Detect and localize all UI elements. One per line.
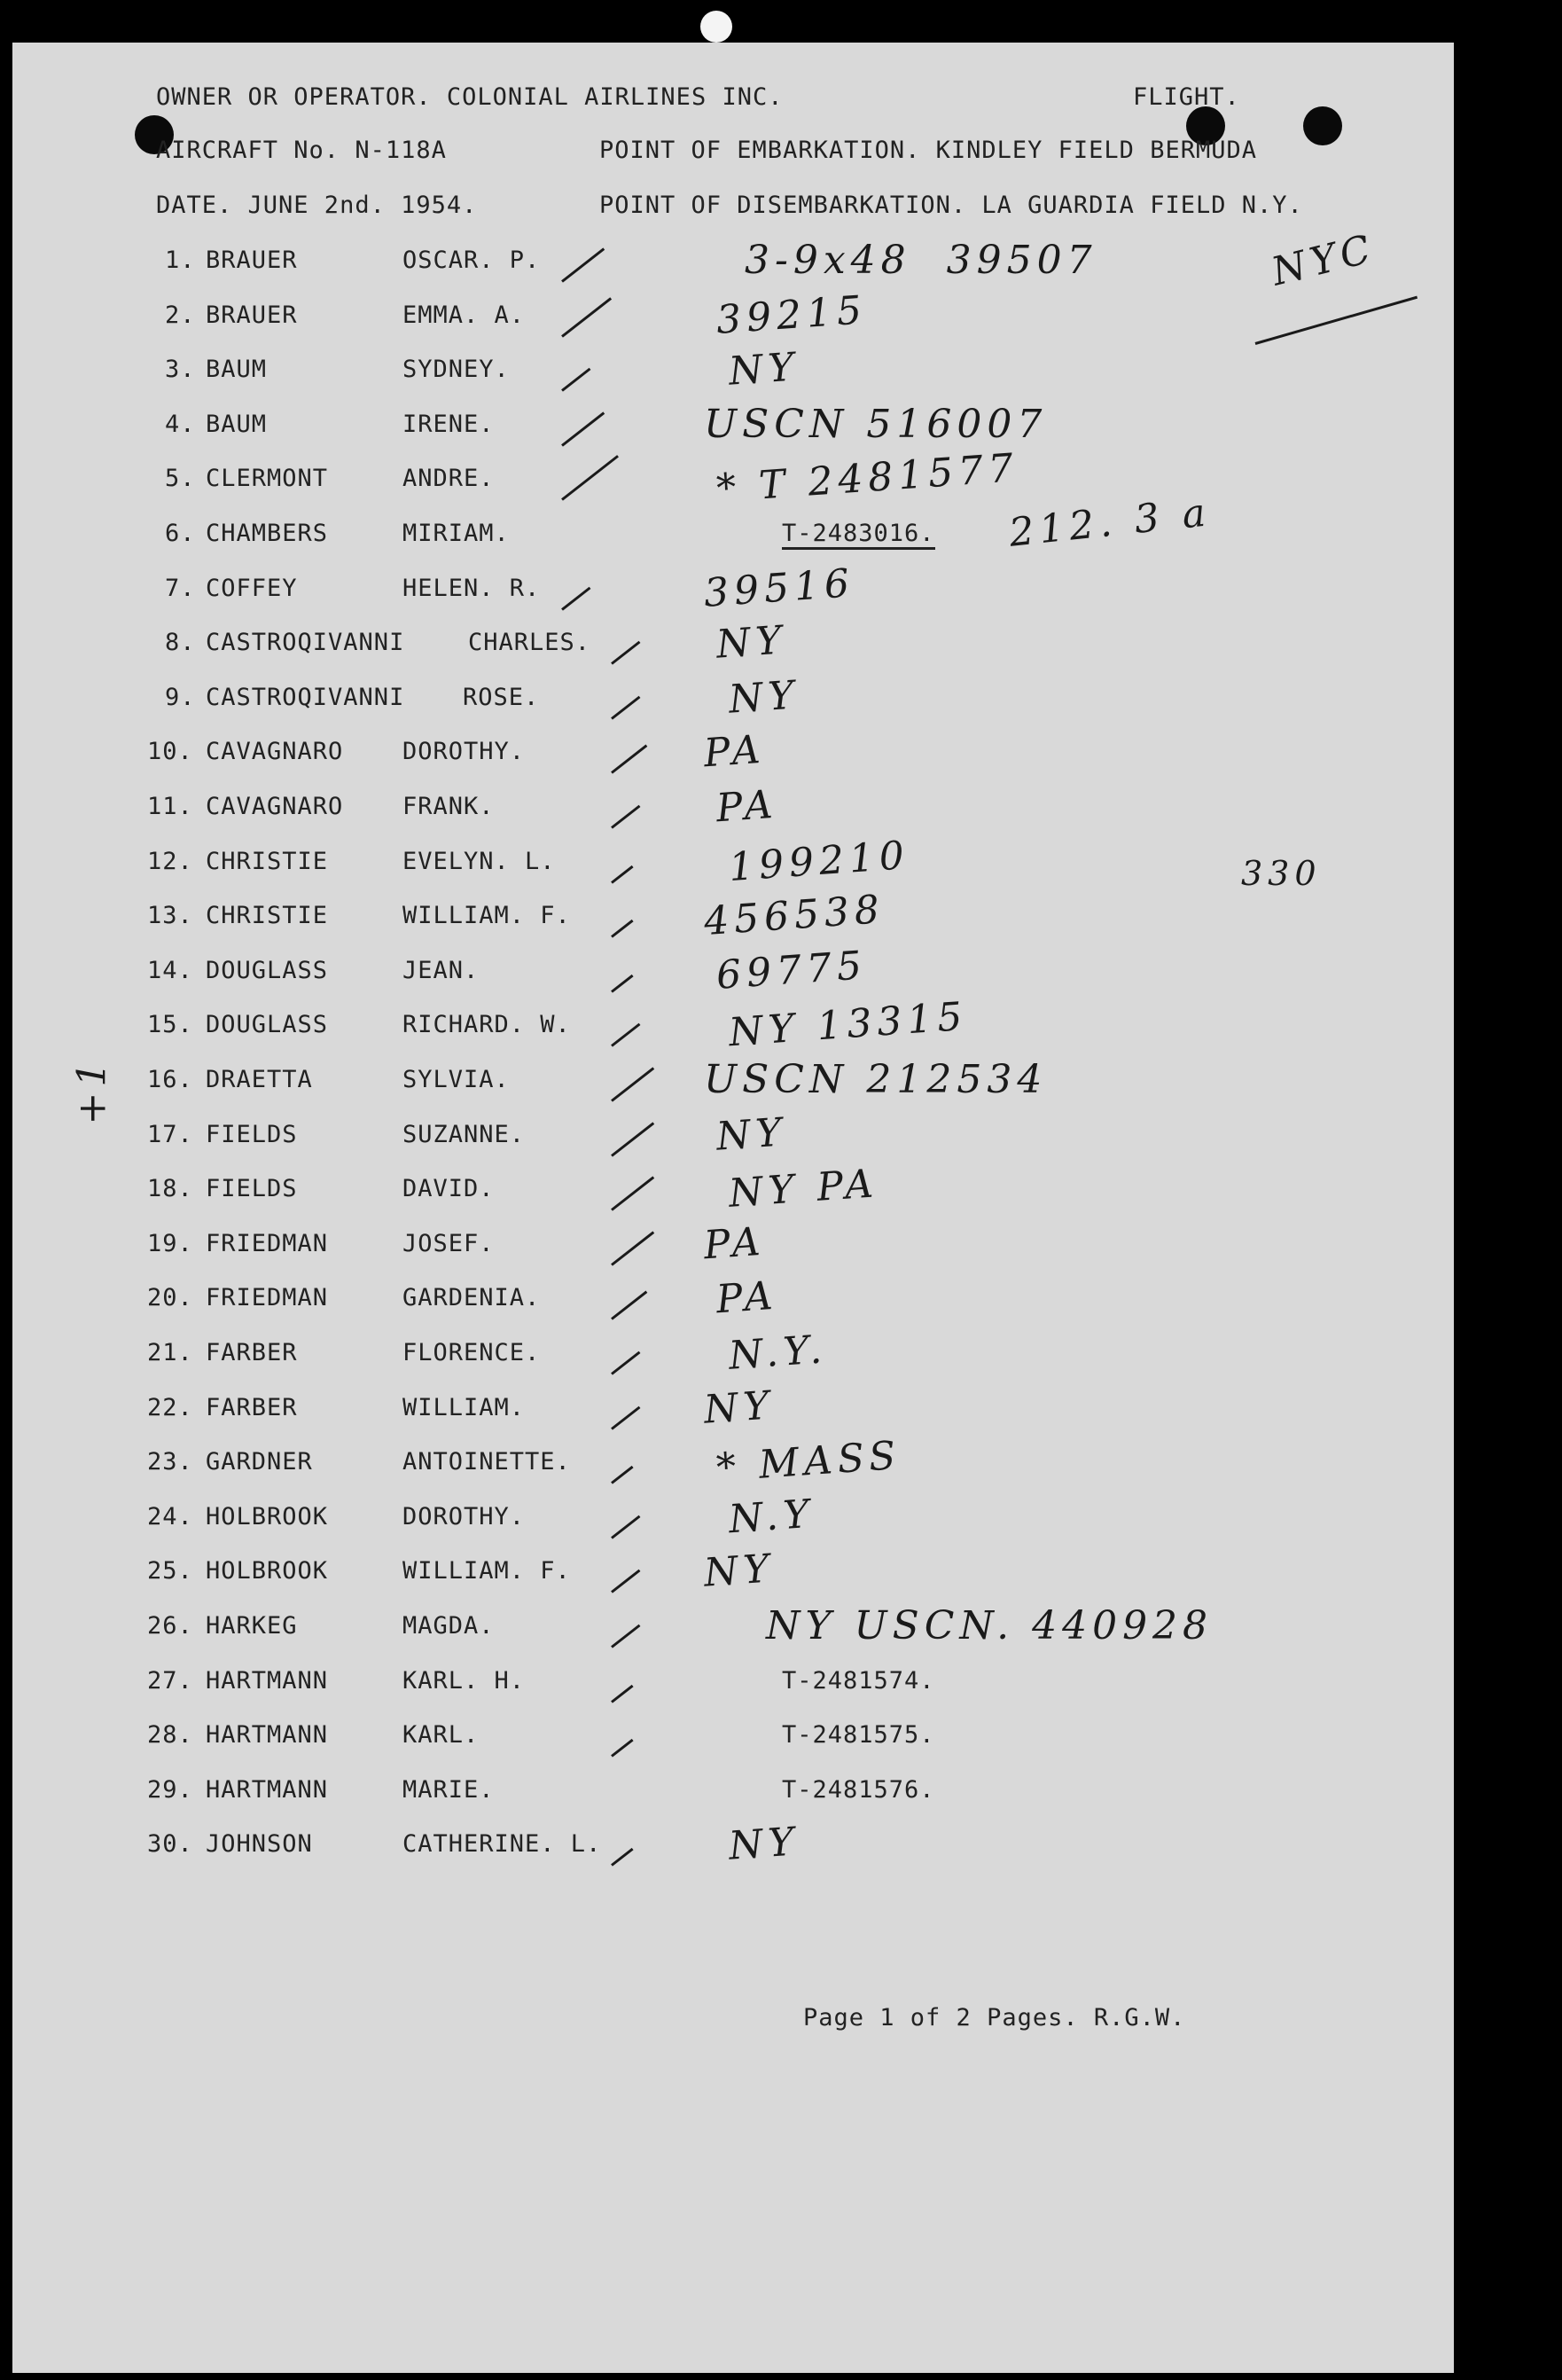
passenger-note: PA xyxy=(702,726,768,777)
passenger-number: 30. xyxy=(147,1830,193,1858)
passenger-surname: GARDNER xyxy=(206,1448,313,1476)
passenger-note: * T 2481577 xyxy=(715,445,1020,512)
passenger-note: T-2481574. xyxy=(782,1667,935,1695)
passenger-note: NY xyxy=(715,617,789,668)
passenger-number: 27. xyxy=(147,1667,193,1695)
passenger-number: 5. xyxy=(165,465,196,492)
check-mark xyxy=(611,1176,654,1210)
passenger-given-name: ANDRE. xyxy=(402,465,495,492)
passenger-note: NY PA xyxy=(727,1161,880,1217)
passenger-surname: BRAUER xyxy=(206,247,298,274)
passenger-number: 18. xyxy=(147,1175,193,1202)
passenger-number: 7. xyxy=(165,575,196,602)
passenger-given-name: WILLIAM. F. xyxy=(402,1557,571,1585)
passenger-number: 10. xyxy=(147,738,193,765)
passenger-number: 6. xyxy=(165,520,196,547)
passenger-surname: FARBER xyxy=(206,1339,298,1366)
passenger-note: 3-9x48 39507 xyxy=(745,238,1097,283)
owner-operator: OWNER OR OPERATOR. COLONIAL AIRLINES INC. xyxy=(156,83,784,111)
passenger-given-name: MAGDA. xyxy=(402,1612,495,1640)
passenger-number: 8. xyxy=(165,629,196,656)
passenger-number: 3. xyxy=(165,356,196,383)
passenger-number: 12. xyxy=(147,848,193,875)
passenger-surname: HARTMANN xyxy=(206,1776,329,1804)
passenger-given-name: FLORENCE. xyxy=(402,1339,541,1366)
passenger-given-name: DOROTHY. xyxy=(402,738,526,765)
passenger-note: 199210 xyxy=(727,832,911,891)
passenger-surname: FRIEDMAN xyxy=(206,1230,329,1257)
passenger-note: N.Y. xyxy=(727,1327,829,1379)
passenger-surname: DRAETTA xyxy=(206,1066,313,1093)
passenger-note: 39215 xyxy=(715,287,869,343)
passenger-given-name: FRANK. xyxy=(402,793,495,820)
passenger-given-name: JEAN. xyxy=(402,957,480,984)
passenger-note: NY xyxy=(702,1382,777,1433)
passenger-surname: HARTMANN xyxy=(206,1667,329,1695)
passenger-surname: BAUM xyxy=(206,411,268,438)
passenger-number: 29. xyxy=(147,1776,193,1804)
passenger-surname: CAVAGNARO xyxy=(206,738,344,765)
check-mark xyxy=(561,368,590,392)
check-mark xyxy=(611,696,640,720)
passenger-given-name: CATHERINE. L. xyxy=(402,1830,602,1858)
passenger-given-name: HELEN. R. xyxy=(402,575,541,602)
check-mark xyxy=(561,411,605,446)
passenger-given-name: DOROTHY. xyxy=(402,1503,526,1531)
check-mark xyxy=(561,247,605,282)
punch-hole-right-2 xyxy=(1303,106,1342,145)
passenger-surname: HARTMANN xyxy=(206,1721,329,1749)
passenger-note: NY 13315 xyxy=(727,993,969,1056)
passenger-note: N.Y xyxy=(727,1491,816,1543)
check-mark xyxy=(611,1739,633,1758)
check-mark xyxy=(611,1406,640,1430)
passenger-surname: CHRISTIE xyxy=(206,848,329,875)
check-mark xyxy=(561,297,612,337)
passenger-surname: BRAUER xyxy=(206,301,298,329)
passenger-number: 13. xyxy=(147,902,193,929)
flight-label: FLIGHT. xyxy=(1133,83,1240,111)
check-mark xyxy=(611,641,640,665)
margin-note-left: +1 xyxy=(69,1056,115,1125)
passenger-note: NY xyxy=(727,344,801,395)
check-mark xyxy=(611,1570,640,1593)
passenger-surname: HOLBROOK xyxy=(206,1503,329,1531)
passenger-number: 28. xyxy=(147,1721,193,1749)
passenger-surname: COFFEY xyxy=(206,575,298,602)
point-of-embarkation: POINT OF EMBARKATION. KINDLEY FIELD BERMUDA xyxy=(599,137,1257,164)
passenger-note: PA xyxy=(702,1218,768,1269)
passenger-number: 9. xyxy=(165,684,196,711)
passenger-number: 23. xyxy=(147,1448,193,1476)
passenger-number: 22. xyxy=(147,1394,193,1421)
punch-hole-top xyxy=(700,11,732,43)
passenger-note: NY xyxy=(702,1546,777,1596)
passenger-surname: BAUM xyxy=(206,356,268,383)
passenger-surname: CASTROQIVANNI xyxy=(206,629,405,656)
passenger-note: NY USCN. 440928 xyxy=(766,1603,1214,1648)
check-mark xyxy=(611,1067,654,1101)
passenger-note: USCN 516007 xyxy=(704,402,1048,447)
passenger-number: 26. xyxy=(147,1612,193,1640)
passenger-note: NY xyxy=(715,1109,789,1160)
passenger-number: 14. xyxy=(147,957,193,984)
passenger-given-name: EVELYN. L. xyxy=(402,848,556,875)
check-mark xyxy=(611,1231,654,1265)
passenger-note: PA xyxy=(715,781,780,832)
passenger-number: 16. xyxy=(147,1066,193,1093)
manifest-date: DATE. JUNE 2nd. 1954. xyxy=(156,192,478,219)
passenger-number: 11. xyxy=(147,793,193,820)
passenger-number: 17. xyxy=(147,1121,193,1148)
check-mark xyxy=(611,1685,633,1703)
passenger-given-name: OSCAR. P. xyxy=(402,247,541,274)
margin-note-top-right: NYC xyxy=(1267,225,1380,295)
passenger-given-name: ANTOINETTE. xyxy=(402,1448,571,1476)
passenger-given-name: IRENE. xyxy=(402,411,495,438)
passenger-surname: DOUGLASS xyxy=(206,957,329,984)
passenger-given-name: GARDENIA. xyxy=(402,1284,541,1311)
check-mark xyxy=(611,1466,633,1484)
passenger-surname: FRIEDMAN xyxy=(206,1284,329,1311)
passenger-surname: JOHNSON xyxy=(206,1830,313,1858)
check-mark xyxy=(611,1291,647,1320)
check-mark xyxy=(611,865,633,884)
check-mark xyxy=(611,745,647,774)
check-mark xyxy=(561,455,619,501)
passenger-given-name: MARIE. xyxy=(402,1776,495,1804)
passenger-number: 19. xyxy=(147,1230,193,1257)
passenger-given-name: EMMA. A. xyxy=(402,301,526,329)
check-mark xyxy=(611,1515,640,1539)
passenger-given-name: CHARLES. xyxy=(468,629,591,656)
passenger-number: 25. xyxy=(147,1557,193,1585)
passenger-surname: CHAMBERS xyxy=(206,520,329,547)
check-mark xyxy=(611,1122,654,1156)
passenger-note: NY xyxy=(727,672,801,723)
margin-stroke xyxy=(1255,296,1418,345)
point-of-disembarkation: POINT OF DISEMBARKATION. LA GUARDIA FIELD N.Y. xyxy=(599,192,1303,219)
passenger-given-name: KARL. xyxy=(402,1721,480,1749)
aircraft-number: AIRCRAFT No. N-118A xyxy=(156,137,447,164)
check-mark xyxy=(611,805,640,829)
passenger-given-name: DAVID. xyxy=(402,1175,495,1202)
passenger-number: 15. xyxy=(147,1011,193,1038)
document-page xyxy=(12,43,1454,2373)
passenger-given-name: RICHARD. W. xyxy=(402,1011,571,1038)
passenger-surname: CAVAGNARO xyxy=(206,793,344,820)
passenger-surname: CHRISTIE xyxy=(206,902,329,929)
passenger-number: 4. xyxy=(165,411,196,438)
passenger-given-name: MIRIAM. xyxy=(402,520,510,547)
passenger-number: 1. xyxy=(165,247,196,274)
passenger-surname: DOUGLASS xyxy=(206,1011,329,1038)
passenger-surname: FARBER xyxy=(206,1394,298,1421)
passenger-surname: HOLBROOK xyxy=(206,1557,329,1585)
passenger-note: T-2483016. xyxy=(782,521,935,550)
check-mark xyxy=(561,587,590,611)
passenger-given-name: SYLVIA. xyxy=(402,1066,510,1093)
passenger-number: 24. xyxy=(147,1503,193,1531)
passenger-given-name: SUZANNE. xyxy=(402,1121,526,1148)
passenger-note: * MASS xyxy=(715,1432,902,1491)
check-mark xyxy=(611,1625,640,1648)
check-mark xyxy=(611,920,633,938)
passenger-note: 39516 xyxy=(702,560,856,616)
passenger-surname: CASTROQIVANNI xyxy=(206,684,405,711)
passenger-given-name: KARL. H. xyxy=(402,1667,526,1695)
passenger-note: PA xyxy=(715,1272,780,1323)
passenger-given-name: WILLIAM. xyxy=(402,1394,526,1421)
passenger-given-name: SYDNEY. xyxy=(402,356,510,383)
passenger-surname: CLERMONT xyxy=(206,465,329,492)
passenger-number: 21. xyxy=(147,1339,193,1366)
passenger-surname: HARKEG xyxy=(206,1612,298,1640)
passenger-surname: FIELDS xyxy=(206,1121,298,1148)
passenger-note: 69775 xyxy=(715,943,869,998)
passenger-given-name: JOSEF. xyxy=(402,1230,495,1257)
passenger-given-name: WILLIAM. F. xyxy=(402,902,571,929)
margin-note-mid-right: 330 xyxy=(1241,854,1322,893)
check-mark xyxy=(611,975,633,993)
passenger-note: NY xyxy=(727,1819,801,1869)
check-mark xyxy=(611,1351,640,1375)
passenger-note: T-2481576. xyxy=(782,1776,935,1804)
passenger-note: 456538 xyxy=(702,886,886,945)
passenger-surname: FIELDS xyxy=(206,1175,298,1202)
passenger-number: 2. xyxy=(165,301,196,329)
passenger-note: USCN 212534 xyxy=(704,1057,1048,1102)
check-mark xyxy=(611,1848,633,1867)
page-count: Page 1 of 2 Pages. R.G.W. xyxy=(803,2004,1186,2032)
check-mark xyxy=(611,1023,640,1047)
margin-note-row6: 212. 3 a xyxy=(1006,489,1214,556)
passenger-given-name: ROSE. xyxy=(463,684,540,711)
passenger-note: T-2481575. xyxy=(782,1721,935,1749)
passenger-number: 20. xyxy=(147,1284,193,1311)
